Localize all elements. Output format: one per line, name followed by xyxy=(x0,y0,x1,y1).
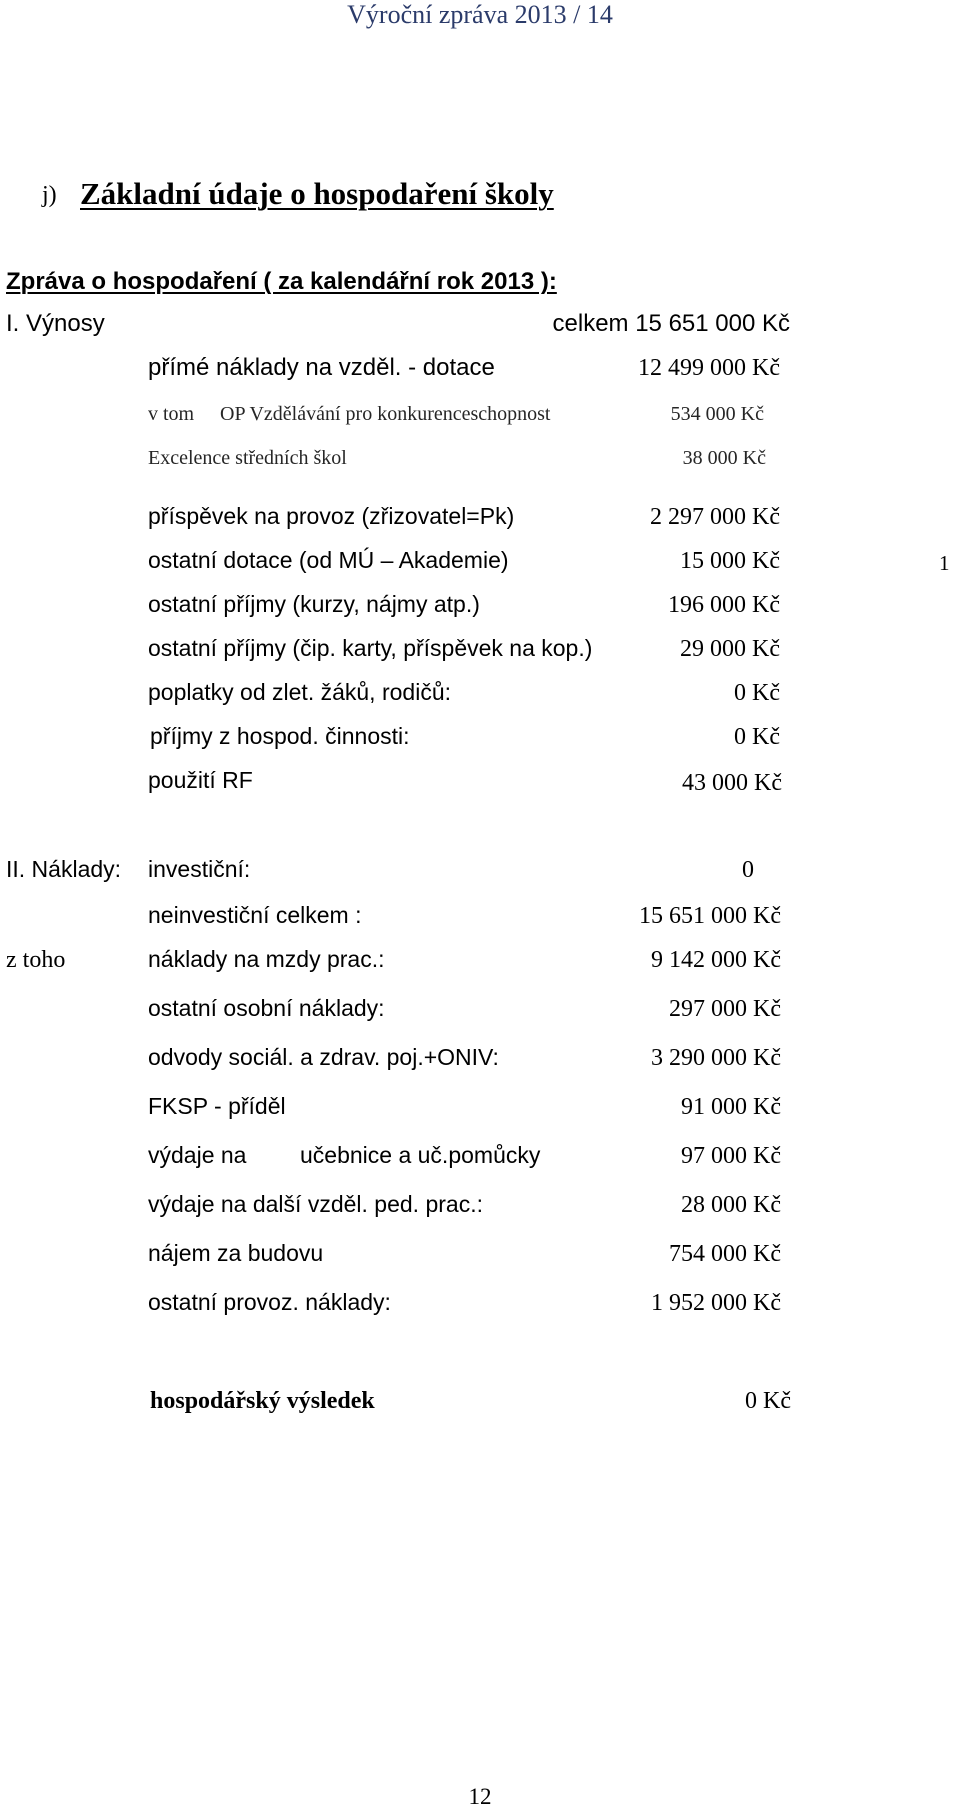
cost-item-label: výdaje na xyxy=(148,1142,247,1168)
direct-costs-label: přímé náklady na vzděl. - dotace xyxy=(148,354,495,381)
of-which-label: z toho xyxy=(6,947,66,973)
report-title: Zpráva o hospodaření ( za kalendářní rok 2013 ): xyxy=(6,268,557,295)
cost-item-label: náklady na mzdy prac.: xyxy=(148,946,385,972)
cost-item-value: 91 000 Kč xyxy=(681,1094,781,1120)
costs-heading: II. Náklady: xyxy=(6,856,122,882)
cost-item-value: 97 000 Kč xyxy=(681,1143,781,1169)
cost-item-label: nájem za budovu xyxy=(148,1240,324,1266)
cost-item-label: ostatní osobní náklady: xyxy=(148,995,385,1021)
section-title: Základní údaje o hospodaření školy xyxy=(80,176,554,211)
cost-item-value: 297 000 Kč xyxy=(669,996,781,1022)
cost-item-value: 754 000 Kč xyxy=(669,1241,781,1267)
excellence-label: Excelence středních škol xyxy=(148,447,347,469)
investment-value: 0 xyxy=(742,857,754,883)
economic-result-label: hospodářský výsledek xyxy=(150,1388,375,1414)
cost-item-label: výdaje na další vzděl. ped. prac.: xyxy=(148,1191,483,1217)
revenue-item-value: 15 000 Kč xyxy=(680,548,780,574)
cost-item-value: 9 142 000 Kč xyxy=(651,947,781,973)
revenue-item-value: 2 297 000 Kč xyxy=(650,504,780,530)
cost-item-label: FKSP - příděl xyxy=(148,1093,286,1119)
revenue-item-label: ostatní příjmy (čip. karty, příspěvek na kop.) xyxy=(148,635,593,661)
revenues-total: celkem 15 651 000 Kč xyxy=(552,310,790,337)
cost-item-label: ostatní provoz. náklady: xyxy=(148,1289,391,1315)
revenue-item-label: poplatky od zlet. žáků, rodičů: xyxy=(148,679,451,705)
revenues-heading: I. Výnosy xyxy=(6,310,105,337)
revenue-item-label: použití RF xyxy=(148,767,253,793)
revenue-item-value: 43 000 Kč xyxy=(682,770,782,796)
revenue-item-label: ostatní příjmy (kurzy, nájmy atp.) xyxy=(148,591,480,617)
revenue-item-label: příspěvek na provoz (zřizovatel=Pk) xyxy=(148,503,515,529)
investment-label: investiční: xyxy=(148,856,251,882)
document-header: Výroční zpráva 2013 / 14 xyxy=(347,0,613,29)
page-number: 12 xyxy=(468,1784,492,1809)
revenue-item-label: ostatní dotace (od MÚ – Akademie) xyxy=(148,547,509,573)
revenue-item-value: 0 Kč xyxy=(734,724,780,750)
non-investment-label: neinvestiční celkem : xyxy=(148,902,362,928)
direct-costs-value: 12 499 000 Kč xyxy=(638,355,780,381)
cost-item-detail: učebnice a uč.pomůcky xyxy=(300,1142,541,1168)
op-label: OP Vzdělávání pro konkurenceschopnost xyxy=(220,403,551,425)
margin-marker: 1 xyxy=(939,551,950,575)
section-letter: j) xyxy=(42,182,57,208)
economic-result-value: 0 Kč xyxy=(745,1388,791,1414)
revenue-item-label: příjmy z hospod. činnosti: xyxy=(150,723,410,749)
revenue-item-value: 196 000 Kč xyxy=(668,592,780,618)
v-tom-label: v tom xyxy=(148,403,195,425)
cost-item-label: odvody sociál. a zdrav. poj.+ONIV: xyxy=(148,1044,499,1070)
revenue-item-value: 0 Kč xyxy=(734,680,780,706)
excellence-value: 38 000 Kč xyxy=(682,447,766,469)
non-investment-value: 15 651 000 Kč xyxy=(639,903,781,929)
cost-item-value: 3 290 000 Kč xyxy=(651,1045,781,1071)
op-value: 534 000 Kč xyxy=(670,403,764,425)
cost-item-value: 28 000 Kč xyxy=(681,1192,781,1218)
cost-item-value: 1 952 000 Kč xyxy=(651,1290,781,1316)
revenue-item-value: 29 000 Kč xyxy=(680,636,780,662)
